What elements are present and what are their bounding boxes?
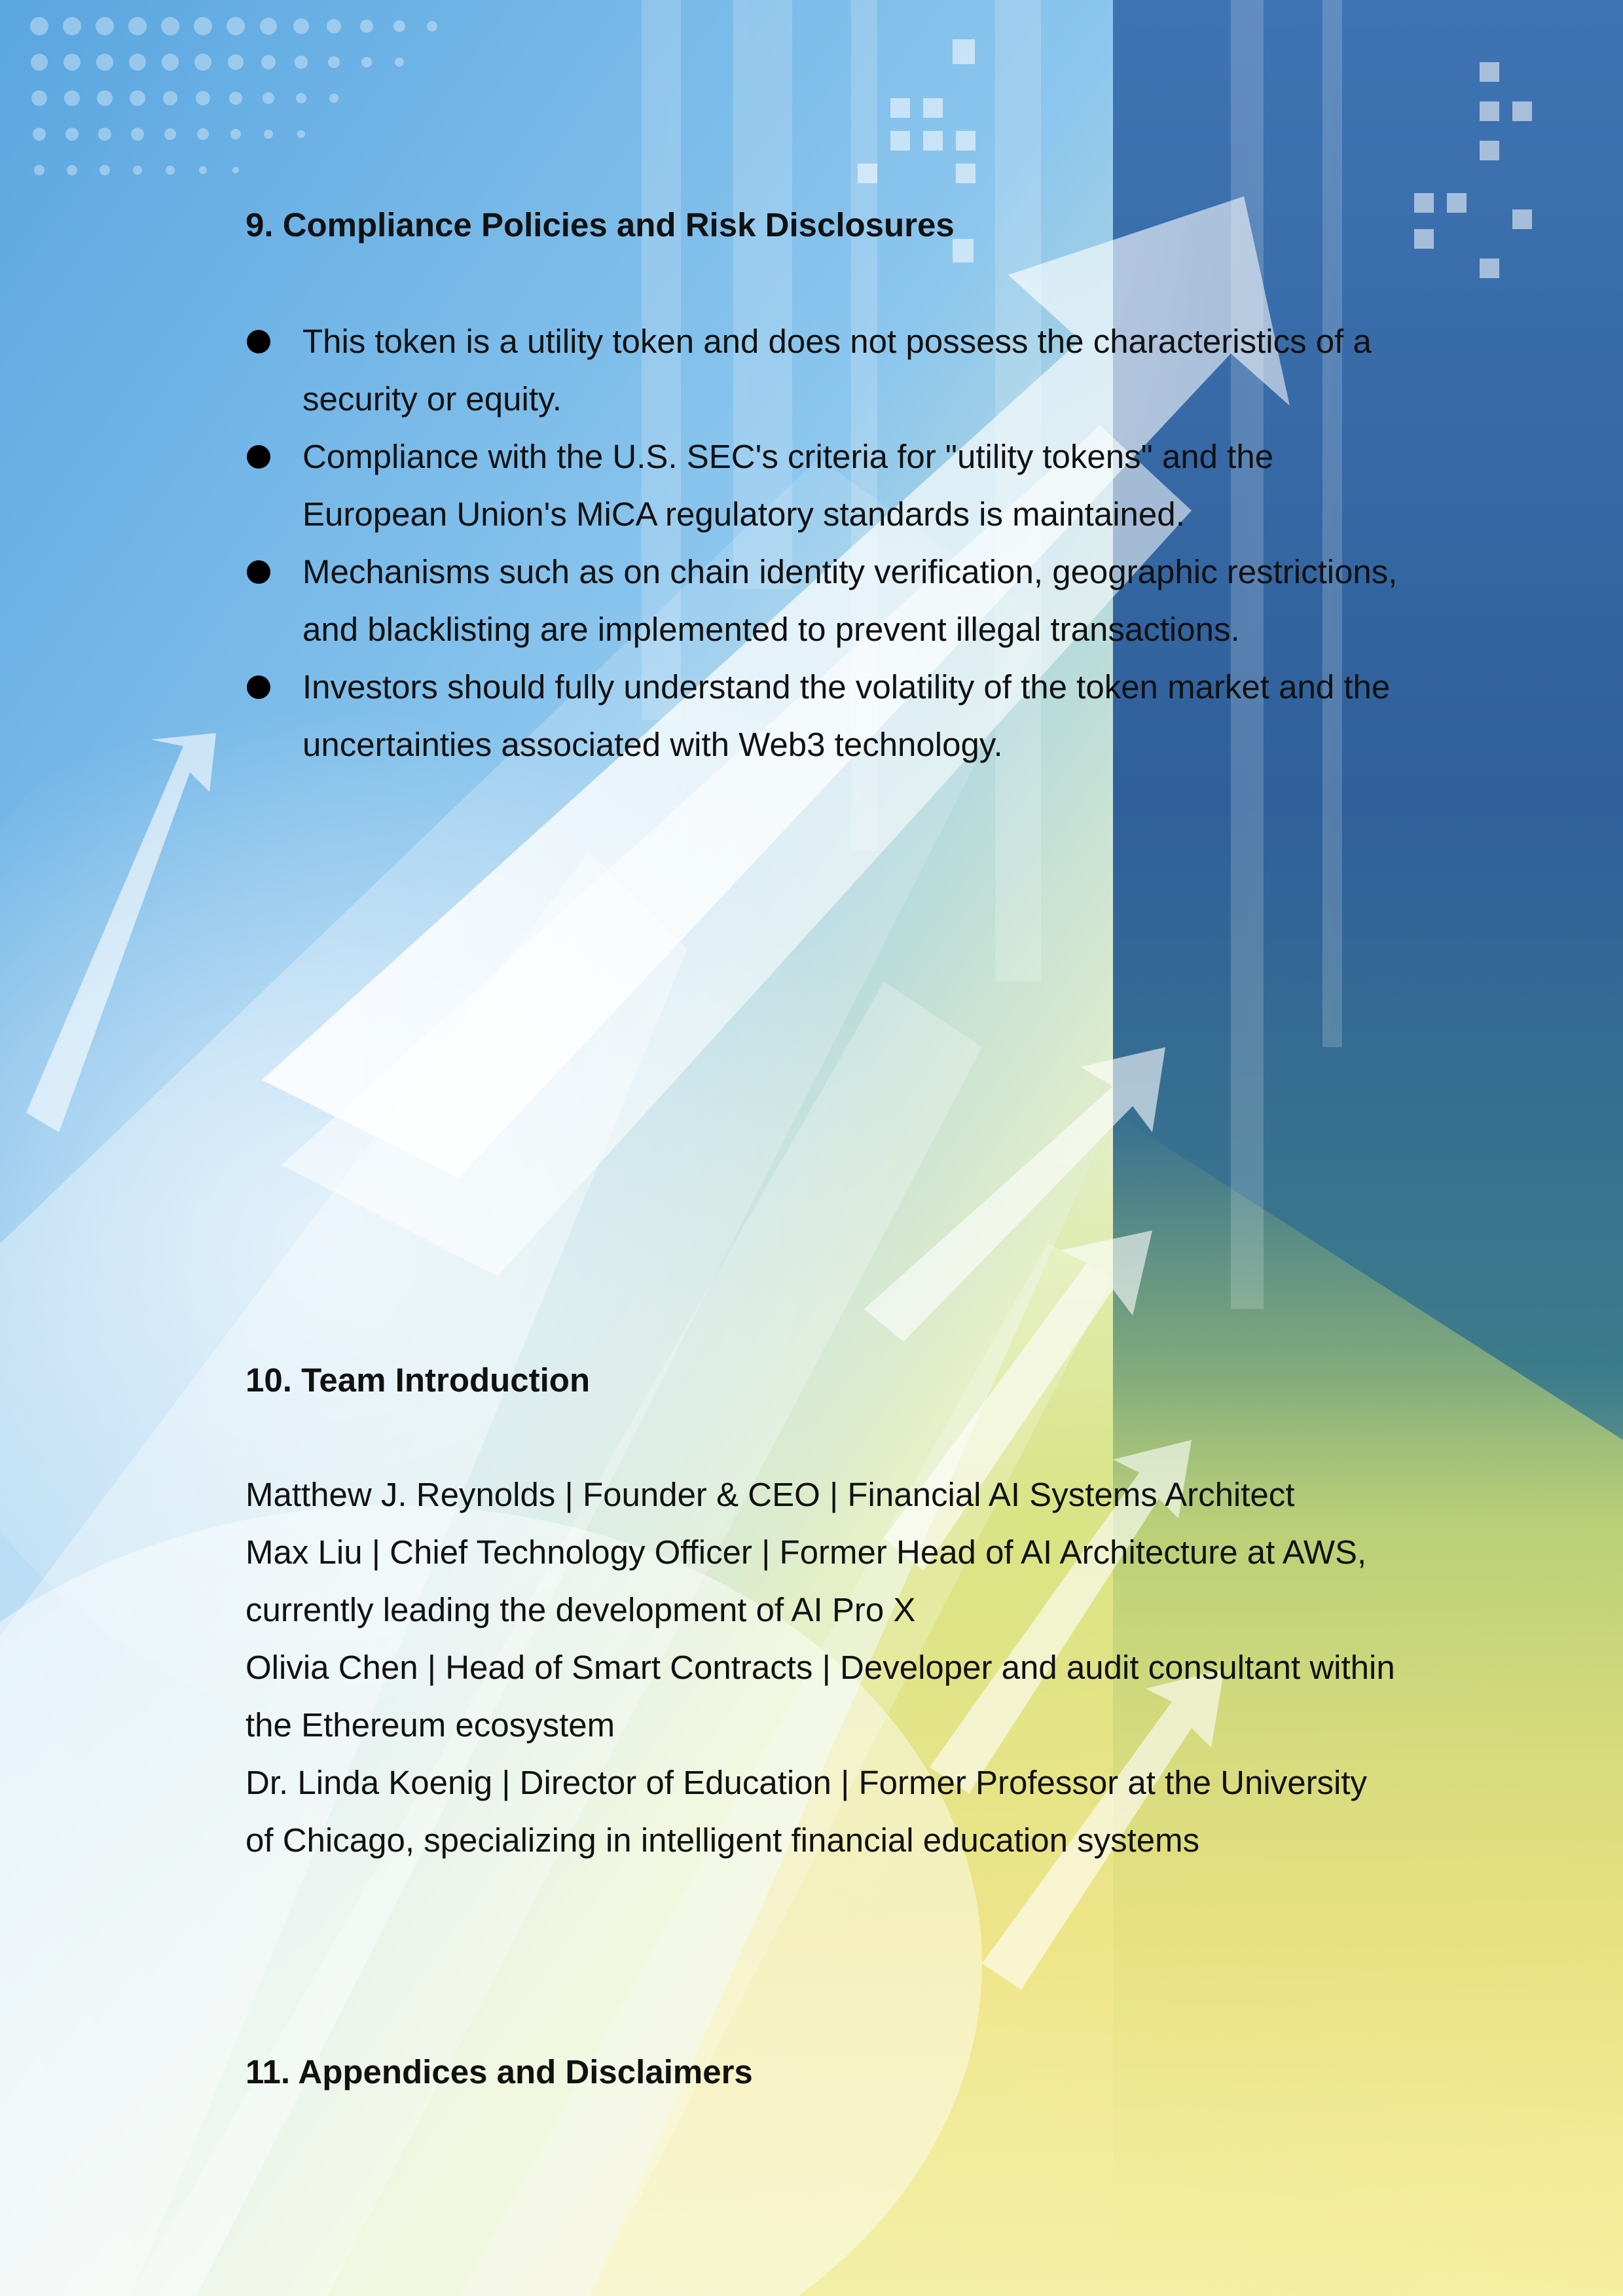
compliance-bullet-list: [246, 313, 1398, 774]
team-member-entry: Matthew J. Reynolds | Founder & CEO | Financial AI Systems Architect: [246, 1476, 1295, 1513]
bullet-dot-icon: [247, 330, 270, 353]
bullet-text: Compliance with the U.S. SEC's criteria for "utility tokens" and the European Union's MiCA regulatory standards is maintained.: [302, 438, 1274, 533]
team-member-entry: Max Liu | Chief Technology Officer | Former Head of AI Architecture at AWS, currently leading the development of AI Pro X: [246, 1534, 1367, 1628]
compliance-bullet-item: [246, 658, 1398, 774]
bullet-dot-icon: [247, 675, 270, 699]
section-heading-appendices: 11. Appendices and Disclaimers: [246, 2053, 753, 2090]
team-member-entry: Olivia Chen | Head of Smart Contracts | Developer and audit consultant within the Ethereum ecosystem: [246, 1649, 1395, 1744]
section-heading-compliance: 9. Compliance Policies and Risk Disclosures: [246, 206, 955, 243]
team-member-entry: Dr. Linda Koenig | Director of Education | Former Professor at the University of Chicago, specializing in intelligent financial education systems: [246, 1764, 1368, 1859]
compliance-bullet-item: [246, 428, 1398, 543]
section-heading-team: 10. Team Introduction: [246, 1361, 591, 1399]
bullet-dot-icon: [247, 560, 270, 584]
bullet-dot-icon: [247, 445, 270, 469]
bullet-text: Mechanisms such as on chain identity verification, geographic restrictions, and blacklisting are implemented to prevent illegal transactions.: [302, 553, 1398, 648]
bullet-text: Investors should fully understand the volatility of the token market and the uncertainties associated with Web3 technology.: [302, 668, 1391, 763]
compliance-bullet-item: [246, 543, 1398, 658]
compliance-bullet-item: [246, 313, 1398, 428]
team-member-list: [246, 1466, 1398, 1869]
bullet-text: This token is a utility token and does not possess the characteristics of a security or equity.: [302, 323, 1372, 418]
